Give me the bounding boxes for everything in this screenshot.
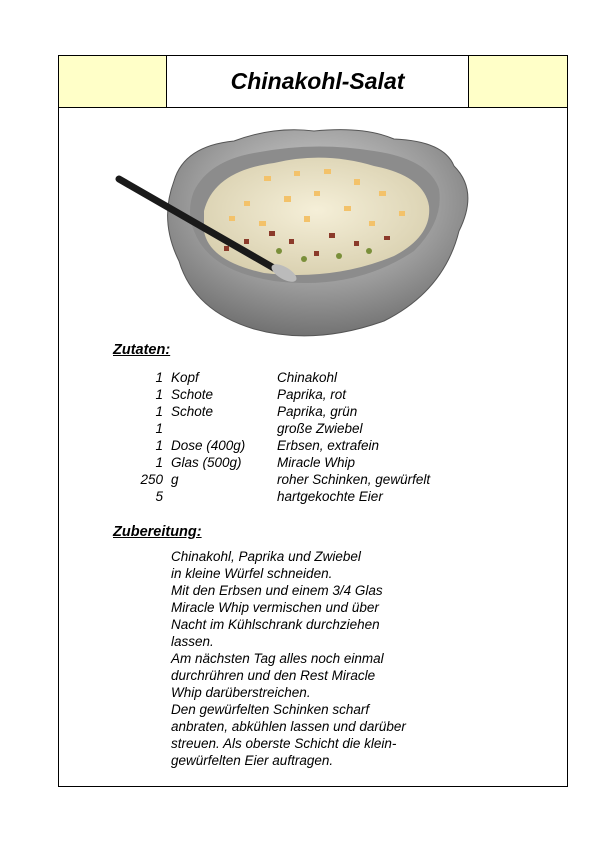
- preparation-line: durchrühren und den Rest Miracle: [171, 668, 376, 683]
- ingredient-name: roher Schinken, gewürfelt: [277, 472, 431, 487]
- preparation-line: in kleine Würfel schneiden.: [171, 566, 333, 581]
- ingredient-qty: 1: [155, 387, 163, 402]
- ingredient-unit: g: [171, 472, 179, 487]
- list-item: [133, 420, 473, 437]
- ingredient-unit: Schote: [171, 387, 214, 402]
- ingredient-name: Paprika, rot: [277, 387, 347, 402]
- recipe-title: Chinakohl-Salat: [230, 68, 405, 94]
- preparation-text: [171, 548, 406, 769]
- ingredient-name: große Zwiebel: [277, 421, 363, 436]
- ingredient-qty: 1: [155, 438, 163, 453]
- preparation-heading: Zubereitung:: [113, 524, 202, 540]
- ingredient-qty: 1: [155, 404, 163, 419]
- ingredient-name: Chinakohl: [277, 370, 338, 385]
- header-decor-right: [468, 56, 567, 107]
- preparation-line: anbraten, abkühlen lassen und darüber: [171, 719, 406, 734]
- ingredient-unit: Schote: [171, 404, 214, 419]
- ingredient-qty: 250: [140, 472, 163, 487]
- ingredients-list: [133, 369, 473, 505]
- preparation-line: streuen. Als oberste Schicht die klein-: [171, 736, 397, 751]
- ingredient-name: Erbsen, extrafein: [277, 438, 380, 453]
- ingredient-name: Paprika, grün: [277, 404, 358, 419]
- preparation-line: Nacht im Kühlschrank durchziehen: [171, 617, 380, 632]
- preparation-line: Am nächsten Tag alles noch einmal: [171, 651, 384, 666]
- preparation-line: gewürfelten Eier auftragen.: [171, 753, 334, 768]
- list-item: [133, 488, 473, 505]
- preparation-line: lassen.: [171, 634, 214, 649]
- header-decor-left: [59, 56, 167, 107]
- list-item: [133, 386, 473, 403]
- list-item: [133, 437, 473, 454]
- list-item: [133, 454, 473, 471]
- ingredient-name: hartgekochte Eier: [277, 489, 383, 504]
- ingredient-qty: 1: [155, 455, 163, 470]
- ingredient-unit: Glas (500g): [171, 455, 242, 470]
- preparation-line: Whip darüberstreichen.: [171, 685, 311, 700]
- ingredient-qty: 1: [155, 370, 163, 385]
- ingredient-unit: Kopf: [171, 370, 199, 385]
- preparation-line: Den gewürfelten Schinken scharf: [171, 702, 370, 717]
- ingredient-unit: Dose (400g): [171, 438, 246, 453]
- list-item: [133, 471, 473, 488]
- preparation-line: Chinakohl, Paprika und Zwiebel: [171, 549, 361, 564]
- preparation-line: Mit den Erbsen und einem 3/4 Glas: [171, 583, 383, 598]
- salad-bowl-photo: [114, 121, 499, 346]
- ingredient-name: Miracle Whip: [277, 455, 356, 470]
- preparation-line: Miracle Whip vermischen und über: [171, 600, 379, 615]
- ingredient-qty: 1: [155, 421, 163, 436]
- list-item: [133, 369, 473, 386]
- list-item: [133, 403, 473, 420]
- ingredient-qty: 5: [155, 489, 163, 504]
- ingredients-heading: Zutaten:: [113, 342, 171, 358]
- recipe-header: [59, 56, 567, 108]
- recipe-card: [58, 55, 568, 787]
